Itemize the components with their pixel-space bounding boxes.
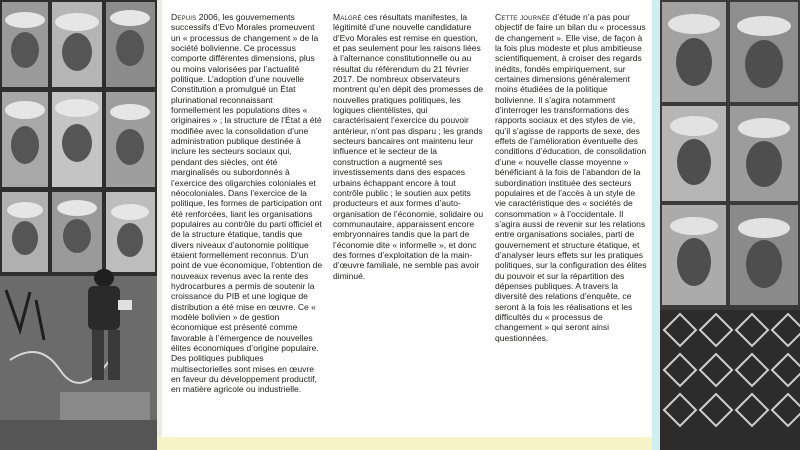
paragraph-lead: Malgré — [333, 12, 362, 22]
text-column-3 — [495, 12, 647, 382]
paragraph-lead: Depuis — [171, 12, 197, 22]
right-edge-accent — [652, 0, 660, 450]
text-column-1 — [171, 12, 323, 437]
paragraph-text: 2006, les gouvernements successifs d’Evo Morales promeuvent un « processus de changement » de la société bolivienne. Ce processus comporte différentes dimensions, plus ou moins valorisées par l’actualité politique. L’adoption d’une nouvelle Constitution a promulgué un État plurinational reconnaissant formellement les populations dites « originaires » ; la structure de l’État a été modifiée avec la consolidation d’une administration publique destinée à inclure les secteurs sociaux qui, pendant des siècles, ont été marginalisés ou subordonnés à l’exercice des oligarchies coloniales et néocoloniales. Dans l’exercice de la politique, les formes de participation ont été renforcées, liant les organisations populaires au contrôle du parti officiel et de la structure étatique, tandis que divers niveaux d’autonomie politique étaient formellement reconnus. D’un point de vue économique, l’obtention de nouveaux revenus avec la rente des hydrocarbures a permis de soutenir la croissance du PIB et une logique de distribution a été mise en œuvre. Ce « modèle bolivien » de gestion économique est présenté comme favorable à l’émergence de nouvelles élites économiques d’origine populaire. Des politiques publiques multisectorielles sont mises en œuvre en faveur du développement productif, en matière agricole ou industrielle. — [171, 12, 323, 395]
left-edge-accent — [157, 0, 162, 450]
portraits-textiles-image — [660, 0, 800, 450]
right-photo — [660, 0, 800, 450]
footer-band — [157, 437, 652, 450]
left-photo — [0, 0, 157, 450]
paragraph-text: d’étude n’a pas pour objectif de faire un bilan du « processus de changement ». Elle vise, de façon à la fois plus modeste et plus ambitieuse scientifiquement, à croiser des regards inédits, fondés empiriquement, sur certaines dimensions généralement moins étudiées de la politique bolivienne. Il s’agira notamment d’interroger les transformations des rapports sociaux et des styles de vie, qu’il s’agisse de rapports de sexe, des effets de l’amélioration éventuelle des conditions d’éducation, de consolidation d’une « nouvelle classe moyenne » bénéficiant à la fois de l’abandon de la subordination instituée des secteurs populaires et de l’accès à un style de vie caractéristique des « sociétés de consommation » à l’occidentale. Il s’agira aussi de revenir sur les relations entre organisations sociales, parti de gouvernement et structure étatique, et d’analyser leurs effets sur les pratiques politiques, sur la configuration des élites du pouvoir et sur la répartition des dépenses publiques. A travers la diversité des relations d’enquête, ce seront à la fois les réalisations et les difficultés du « processus de changement » qui seront ainsi questionnées. — [495, 12, 647, 343]
portrait-collage-image — [0, 0, 157, 450]
paragraph-lead: Cette journée — [495, 12, 551, 22]
paragraph-text: ces résultats manifestes, la légitimité d’une nouvelle candidature d’Evo Morales est remise en question, et pas seulement pour les raisons liées à l’alternance constitutionnelle ou au résultat du référendum du 21 février 2017. De nombreux observateurs montrent qu’en dépit des promesses de nouvelles pratiques politiques, les logiques clientélistes, qui caractérisaient l’exercice du pouvoir antérieur, n’ont pas disparu ; les grands secteurs bancaires ont maintenu leur influence et le secteur de la construction a augmenté ses investissements dans des espaces urbains échappant encore à tout contrôle public ; le soutien aux petits producteurs et aux formes d’auto-organisation de l’économie, solidaire ou communautaire, apparaissent encore embryonnaires tandis que la part de l’économie dite « informelle », et donc des formes d’exploitation de la main-d’œuvre familiale, ne semble pas avoir diminué. — [333, 12, 484, 281]
text-column-2 — [333, 12, 485, 302]
